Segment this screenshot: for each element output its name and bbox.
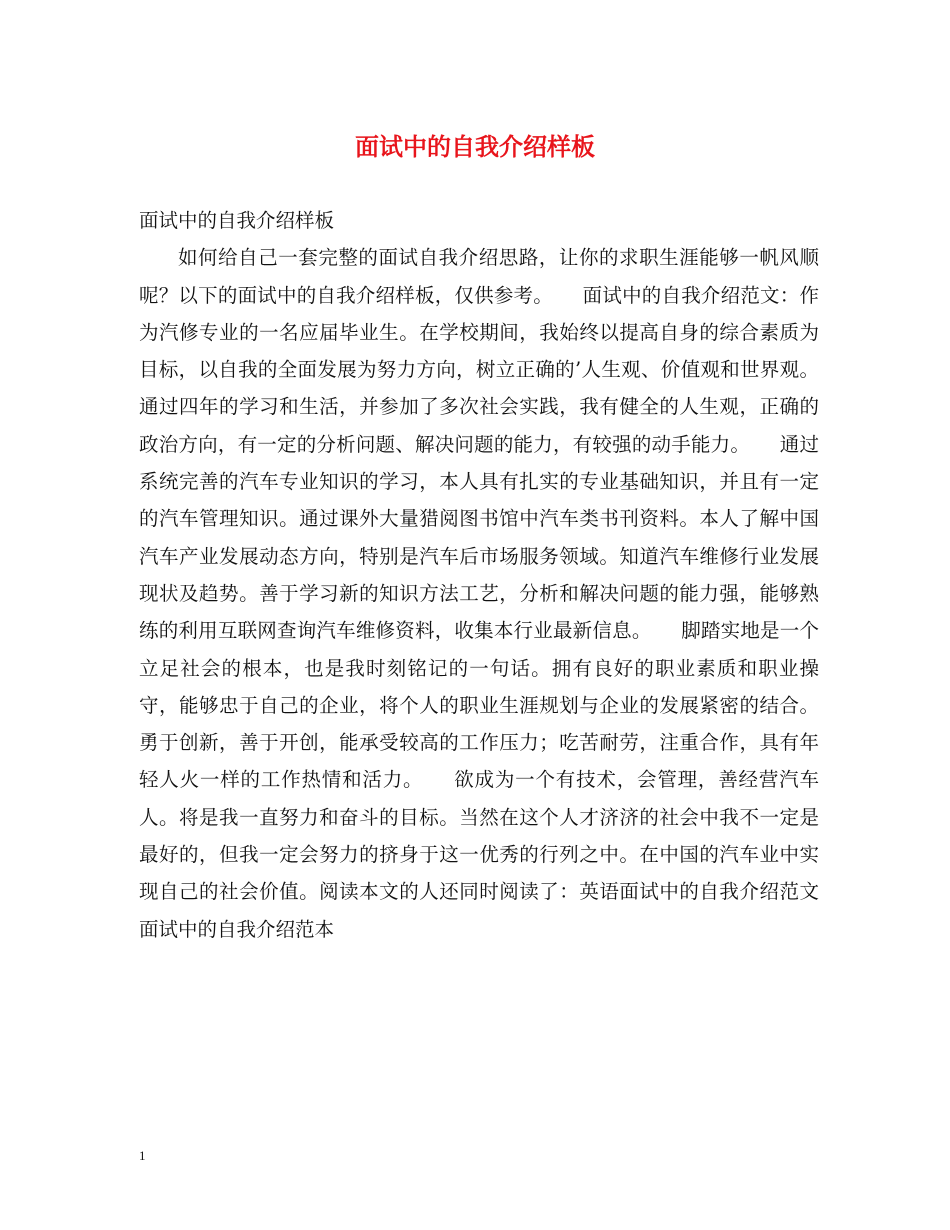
page-number: 1 <box>139 1148 146 1163</box>
document-body <box>139 202 859 948</box>
document-title: 面试中的自我介绍样板 <box>355 132 595 161</box>
document-subtitle: 面试中的自我介绍样板 <box>139 209 335 232</box>
body-paragraph: 如何给自己一套完整的面试自我介绍思路，让你的求职生涯能够一帆风顺呢？以下的面试中的自我介绍样板，仅供参考。 面试中的自我介绍范文：作为汽修专业的一名应届毕业生。在学校期间，我始终以提高自身的综合素质为目标，以自我的全面发展为努力方向，树立正确的’人生观、价值观和世界观。通过四年的学习和生活，并参加了多次社会实践，我有健全的人生观，正确的政治方向，有一定的分析问题、解决问题的能力，有较强的动手能力。 通过系统完善的汽车专业知识的学习，本人具有扎实的专业基础知识，并且有一定的汽车管理知识。通过课外大量猎阅图书馆中汽车类书刊资料。本人了解中国汽车产业发展动态方向，特别是汽车后市场服务领域。知道汽车维修行业发展现状及趋势。善于学习新的知识方法工艺，分析和解决问题的能力强，能够熟练的利用互联网查询汽车维修资料，收集本行业最新信息。 脚踏实地是一个立足社会的根本，也是我时刻铭记的一句话。拥有良好的职业素质和职业操守，能够忠于自己的企业，将个人的职业生涯规划与企业的发展紧密的结合。勇于创新，善于开创，能承受较高的工作压力；吃苦耐劳，注重合作，具有年轻人火一样的工作热情和活力。 欲成为一个有技术，会管理，善经营汽车人。将是我一直努力和奋斗的目标。当然在这个人才济济的社会中我不一定是最好的，但我一定会努力的挤身于这一优秀的行列之中。在中国的汽车业中实现自己的社会价值。阅读本文的人还同时阅读了：英语面试中的自我介绍范文 面试中的自我介绍范本 <box>139 246 859 941</box>
